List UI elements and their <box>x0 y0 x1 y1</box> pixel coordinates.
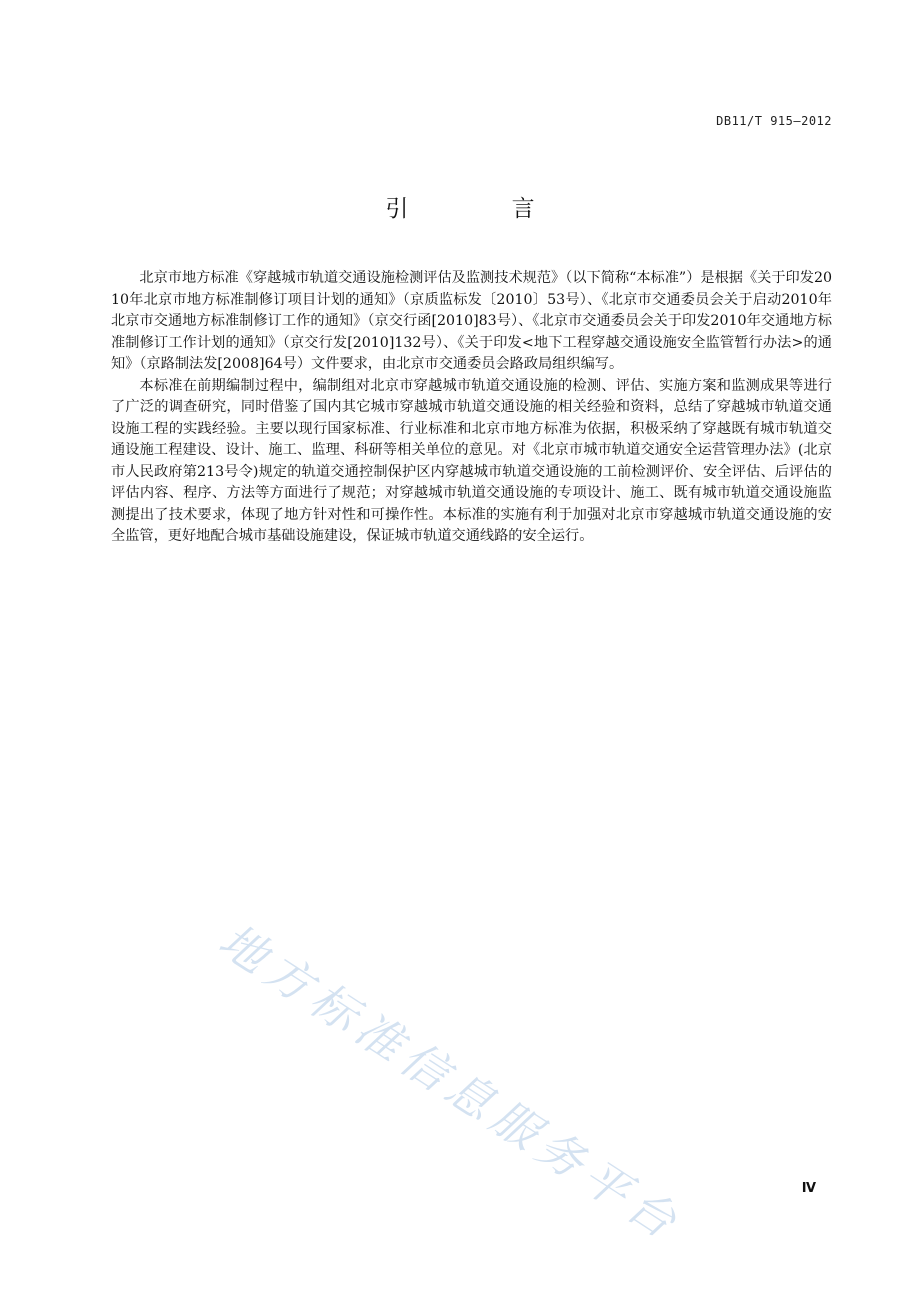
document-code: DB11/T 915—2012 <box>716 114 832 128</box>
paragraph-1: 北京市地方标准《穿越城市轨道交通设施检测评估及监测技术规范》（以下简称“本标准”）是根据《关于印发2010年北京市地方标准制修订项目计划的通知》（京质监标发〔2010〕53号）、《北京市交通委员会关于启动2010年北京市交通地方标准制修订工作的通知》（京交行函[2010]83号）、《北京市交通委员会关于印发2010年交通地方标准制修订工作计划的通知》（京交行发[2010]132号）、《关于印发<地下工程穿越交通设施安全监管暂行办法>的通知》（京路制法发[2008]64号）文件要求，由北京市交通委员会路政局组织编写。 <box>111 270 832 372</box>
page-title: 引 言 <box>385 196 583 222</box>
page-number: Ⅳ <box>801 1181 816 1196</box>
body-text <box>111 268 832 548</box>
paragraph-2: 本标准在前期编制过程中，编制组对北京市穿越城市轨道交通设施的检测、评估、实施方案和监测成果等进行了广泛的调查研究，同时借鉴了国内其它城市穿越城市轨道交通设施的相关经验和资料，总结了穿越城市轨道交通设施工程的实践经验。主要以现行国家标准、行业标准和北京市地方标准为依据，积极采纳了穿越既有城市轨道交通设施工程建设、设计、施工、监理、科研等相关单位的意见。对《北京市城市轨道交通安全运营管理办法》(北京市人民政府第213号令)规定的轨道交通控制保护区内穿越城市轨道交通设施的工前检测评价、安全评估、后评估的评估内容、程序、方法等方面进行了规范；对穿越城市轨道交通设施的专项设计、施工、既有城市轨道交通设施监测提出了技术要求，体现了地方针对性和可操作性。本标准的实施有利于加强对北京市穿越城市轨道交通设施的安全监管，更好地配合城市基础设施建设，保证城市轨道交通线路的安全运行。 <box>111 377 832 544</box>
watermark: 地方标准信息服务平台 <box>209 912 692 1253</box>
